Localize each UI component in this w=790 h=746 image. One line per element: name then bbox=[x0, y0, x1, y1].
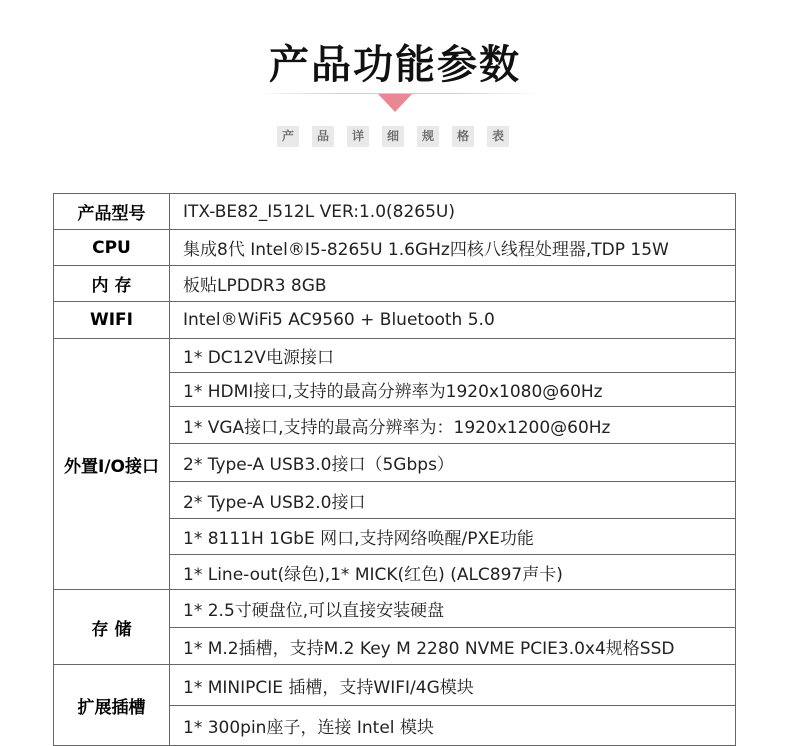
spec-table bbox=[53, 193, 736, 746]
subtitle-char: 细 bbox=[382, 126, 404, 147]
page-title: 产品功能参数 bbox=[269, 42, 521, 88]
triangle-down-icon bbox=[378, 94, 412, 112]
subtitle-char: 格 bbox=[452, 126, 474, 147]
table-row bbox=[54, 665, 736, 706]
subtitle-char: 详 bbox=[347, 126, 369, 147]
row-label: 产品型号 bbox=[54, 194, 170, 230]
row-value: 2* Type-A USB3.0接口（5Gbps） bbox=[170, 444, 736, 482]
subtitle-char: 品 bbox=[312, 126, 334, 147]
row-value: 集成8代 Intel®I5-8265U 1.6GHz四核八线程处理器,TDP 15W bbox=[170, 230, 736, 266]
row-label: 外置I/O接口 bbox=[54, 339, 170, 590]
table-row bbox=[54, 302, 736, 339]
row-value: 1* HDMI接口,支持的最高分辨率为1920x1080@60Hz bbox=[170, 373, 736, 407]
subtitle-char-row bbox=[277, 126, 509, 147]
row-label: WIFI bbox=[54, 302, 170, 339]
table-row bbox=[54, 230, 736, 266]
table-row bbox=[54, 590, 736, 628]
table-row bbox=[54, 266, 736, 302]
row-value: 1* DC12V电源接口 bbox=[170, 339, 736, 373]
row-value: 1* M.2插槽，支持M.2 Key M 2280 NVME PCIE3.0x4规格SSD bbox=[170, 628, 736, 665]
row-value: 板贴LPDDR3 8GB bbox=[170, 266, 736, 302]
table-row bbox=[54, 194, 736, 230]
row-value: 1* 300pin座子，连接 Intel 模块 bbox=[170, 706, 736, 746]
row-value: 1* 8111H 1GbE 网口,支持网络唤醒/PXE功能 bbox=[170, 519, 736, 555]
row-label: 扩展插槽 bbox=[54, 665, 170, 746]
row-value: 1* VGA接口,支持的最高分辨率为：1920x1200@60Hz bbox=[170, 407, 736, 444]
row-label: 存 储 bbox=[54, 590, 170, 665]
subtitle-char: 表 bbox=[487, 126, 509, 147]
row-value: 1* MINIPCIE 插槽，支持WIFI/4G模块 bbox=[170, 665, 736, 706]
row-value: 1* 2.5寸硬盘位,可以直接安装硬盘 bbox=[170, 590, 736, 628]
row-label: 内 存 bbox=[54, 266, 170, 302]
row-value: 2* Type-A USB2.0接口 bbox=[170, 482, 736, 519]
row-label: CPU bbox=[54, 230, 170, 266]
row-value: ITX-BE82_I512L VER:1.0(8265U) bbox=[170, 194, 736, 230]
subtitle-char: 产 bbox=[277, 126, 299, 147]
row-value: Intel®WiFi5 AC9560 + Bluetooth 5.0 bbox=[170, 302, 736, 339]
table-row bbox=[54, 339, 736, 373]
subtitle-char: 规 bbox=[417, 126, 439, 147]
row-value: 1* Line-out(绿色),1* MICK(红色) (ALC897声卡) bbox=[170, 555, 736, 590]
